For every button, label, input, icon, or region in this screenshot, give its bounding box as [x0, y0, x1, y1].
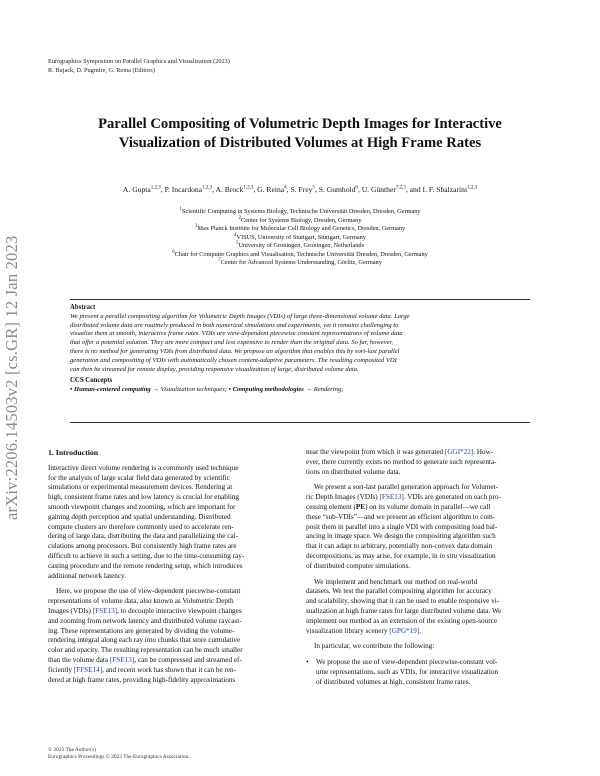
abstract-bottom-rule: [70, 422, 530, 423]
affiliation: $^7$Center for Advanced Systems Understanding, Görlitz, Germany: [218, 257, 382, 266]
citation-link[interactable]: [FSE13]: [109, 655, 135, 664]
author-name: S. Gumhold: [318, 185, 356, 194]
editors-line: R. Bujack, D. Pugmire, G. Reina (Editors): [48, 66, 155, 74]
ccs-sub-1: Visualization techniques;: [160, 386, 227, 394]
author-name: P. Incardona: [164, 185, 203, 194]
affiliation: $^1$Scientific Computing in Systems Biology, Technische Universität Dresden, Dresden, Germany: [179, 206, 421, 215]
footer-line-1: © 2023 The Author(s): [48, 747, 96, 753]
bullet-icon: •: [306, 658, 309, 667]
abstract-line: can then be streamed for remote display, providing responsive visualization of large, distributed volume data.: [70, 365, 359, 373]
abstract-line: generation and compositing of VDIs with automatically chosen content-adaptive parameters. The resulting composited VDI: [70, 356, 397, 364]
affiliation: $^6$Chair for Computer Graphics and Visualisation, Technische Universität Dresden, Dresden, Germany: [172, 249, 428, 258]
title-line-2: Visualization of Distributed Volumes at High Frame Rates: [118, 135, 482, 151]
citation-link[interactable]: [FSE13]: [379, 493, 404, 502]
title-line-1: Parallel Compositing of Volumetric Depth Images for Interactive: [98, 116, 502, 132]
ccs-concepts: [70, 386, 530, 395]
affiliation: $^3$Max Planck Institute for Molecular Cell Biology and Genetics, Dresden, Germany: [194, 223, 406, 232]
author-name: S. Frey: [290, 185, 313, 194]
right-column: [306, 448, 552, 688]
intro-paragraph-4: We implement and benchmark our method on real-world datasets. We test the parallel compositing algorithm for accuracy and scalability, showing that it can be used to enable responsive vi- sualization at high frame rates for large distributed volume data. We implement our method as an extension of the existing open-source visualization library scenery [GPG*19].: [306, 577, 502, 635]
contribution-bullet: • We propose the use of view-dependent piecewise-constant vol- ume representations, such as VDIs, for interactive visualization of distributed volumes at high, consistent frame rates.: [306, 658, 499, 686]
author-name: G. Reina: [257, 185, 285, 194]
author-affiliation-mark: 4: [284, 185, 287, 191]
author-affiliation-mark: 1,2,3: [202, 185, 213, 191]
affiliation: $^5$University of Groningen, Groningen, Netherlands: [235, 240, 365, 249]
author-name: A. Gupta: [122, 185, 151, 194]
author-affiliation-mark: 1,2,3: [150, 185, 161, 191]
abstract-line: We present a parallel compositing algorithm for Volumetric Depth Images (VDIs) of large three-dimensional volume data. Large: [70, 312, 410, 320]
ccs-sub-2: Rendering;: [313, 386, 344, 394]
arxiv-id[interactable]: arXiv:2206.14503v2 [cs.GR] 12 Jan 2023: [2, 235, 21, 520]
affiliation: $^4$VISUS, University of Stuttgart, Stuttgart, Germany: [234, 232, 366, 241]
affiliation-list: [40, 208, 560, 268]
abstract-line: that offer a potential solution. They are more compact and less expensive to render than the original data. So far, however,: [70, 339, 394, 347]
footer-line-2: Eurographics Proceedings © 2023 The Eurographics Association.: [48, 754, 190, 760]
arrow-icon: →: [305, 386, 313, 394]
affiliation: $^2$Center for Systems Biology, Dresden, Germany: [238, 215, 362, 224]
author-affiliation-mark: 6: [355, 185, 358, 191]
venue-header: [48, 58, 230, 75]
venue-line: Eurographics Symposium on Parallel Graphics and Visualization (2023): [48, 58, 230, 65]
section-heading: 1. Introduction: [48, 448, 99, 457]
abstract-line: visualize them at smooth, interactive frame rates. VDIs are view-dependent piecewise constant representations of volume data: [70, 330, 403, 338]
ccs-concept-2: • Computing methodologies: [228, 386, 304, 394]
author-name: A. Brock: [215, 185, 244, 194]
intro-paragraph-2: Here, we propose the use of view-dependent piecewise-constant representations of volume data, also known as Volumetric Depth Images (VDIs) [FSE13], to decouple interactive viewpoint changes and zooming from network latency and distributed volume raycast- ing. These representations are generated by dividing the volume- rendering integral along each ray into chunks that store cumulative color and opacity. The resulting representation can be much smaller than the volume data [FSE13], can be compressed and streamed ef- ficiently [FFSE14], and recent work has shown that it can be ren- dered at high frame rates, providing high-fidelity approximations: [48, 587, 243, 684]
author-name: I. F. Sbalzarini: [422, 185, 468, 194]
intro-paragraph-2-cont: near the viewpoint from which it was generated [GGI*22]. How- ever, there currently exists no method to generate such representa- tions on distributed volume data.: [306, 448, 497, 476]
citation-link[interactable]: [GPG*19]: [389, 626, 420, 635]
author-affiliation-mark: 1,2,3: [243, 185, 254, 191]
citation-link[interactable]: [FSE13]: [92, 606, 118, 615]
author-list: A. Gupta$^{1,2,3}$, P. Incardona$^{1,2,3}$, A. Brock$^{1,2,3}$, G. Reina$^4$, S. Frey$^5$, S. Gumhold$^6$, U. Günther$^{7,2,3}$, and I. F. Sbalzarini$^{1,2,3}$: [122, 185, 478, 194]
abstract-line: there is no method for generating VDIs from distributed data. We propose an algorithm that enables this by sort-last parallel: [70, 347, 400, 355]
paper-title: [40, 115, 560, 153]
author-affiliation-mark: 5: [312, 185, 315, 191]
abstract-top-rule: [70, 299, 530, 300]
abstract-heading: Abstract: [70, 304, 96, 311]
arrow-icon: →: [152, 386, 159, 394]
author-affiliation-mark: 1,2,3: [467, 185, 478, 191]
citation-link[interactable]: [FFSE14]: [73, 665, 103, 674]
contribution-intro: In particular, we contribute the following:: [314, 642, 435, 651]
ccs-concept-1: • Human-centered computing: [70, 386, 151, 394]
abstract-block: [70, 304, 530, 395]
abstract-line: distributed volume data are routinely produced in both numerical simulations and experiments, yet it remains challenging to: [70, 321, 399, 329]
ccs-heading: CCS Concepts: [70, 377, 113, 385]
author-affiliation-mark: 7,2,3: [395, 185, 406, 191]
copyright-footer: [48, 747, 190, 761]
intro-paragraph-3: We present a sort-last parallel generation approach for Volumet- ric Depth Images (VDIs) [FSE13]. VDIs are generated on each pro- cessing element (PE) on its volume domain in parallel—we call these “sub-VDIs”—and we present an efficient algorithm to com- posit them in parallel into a single VDI with compositing load bal- ancing in image space. We design the compositing algorithm such that it can adapt to arbitrary, potentially non-convex data domain decompositions, as may arise, for example, in in situ visualization of distributed computer simulations.: [306, 483, 501, 570]
intro-paragraph-1: Interactive direct volume rendering is a commonly used technique for the analysis of large scalar field data generated by scientific simulations or experimental measurement devices. Rendering at high, consistent frame rates and low latency is crucial for enabling smooth viewpoint changes and zooming, which are important for gaining depth perception and spatial understanding. Distributed compute clusters are therefore commonly used to accelerate ren- dering of large data, distributing the data and parallelizing the cal- culations among processors. But consistently high frame rates are difficult to achieve in such a setting, due to the time-consuming ray- casting procedure and the remote rendering setup, which introduces additional network latency.: [48, 463, 245, 580]
citation-link[interactable]: [GGI*22]: [444, 448, 474, 456]
author-name: U. Günther: [361, 185, 396, 194]
left-column: [48, 448, 294, 691]
